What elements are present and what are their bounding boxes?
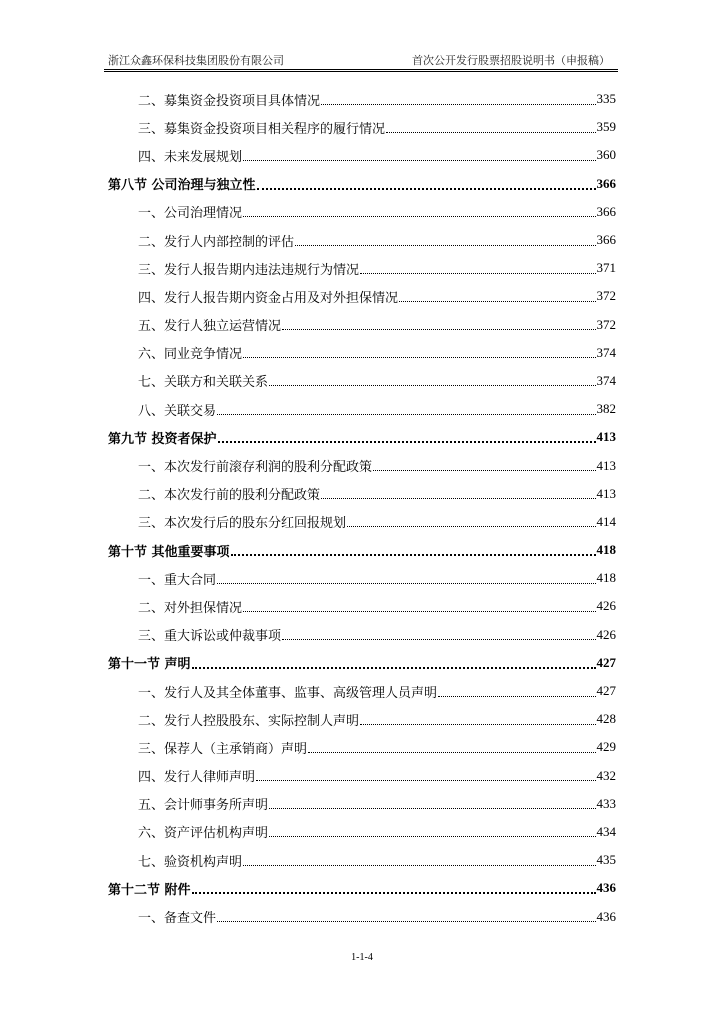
toc-section-entry[interactable]	[108, 536, 616, 564]
toc-entry-page: 433	[596, 795, 616, 811]
toc-entry-page: 372	[596, 288, 616, 304]
toc-entry-title: 第八节 公司治理与独立性	[108, 178, 256, 194]
toc-dot-leader	[269, 836, 595, 837]
toc-entry-title: 二、对外担保情况	[138, 600, 243, 616]
toc-dot-leader	[243, 357, 595, 358]
toc-entry-page: 434	[596, 823, 616, 839]
toc-entry-title: 二、本次发行前的股利分配政策	[138, 488, 321, 504]
toc-dot-leader	[257, 188, 596, 190]
toc-entry-page: 413	[596, 457, 616, 473]
page-header	[106, 52, 616, 68]
page-number: 1-1-4	[351, 952, 373, 963]
toc-entry[interactable]	[108, 677, 616, 705]
toc-entry-title: 七、验资机构声明	[138, 854, 243, 870]
toc-dot-leader	[218, 441, 596, 443]
header-doc-title: 首次公开发行股票招股说明书（申报稿）	[412, 54, 610, 67]
toc-entry[interactable]	[108, 395, 616, 423]
toc-dot-leader	[438, 696, 595, 697]
toc-entry[interactable]	[108, 592, 616, 620]
toc-entry-page: 436	[596, 908, 616, 924]
toc-dot-leader	[347, 526, 595, 527]
toc-entry-title: 四、发行人律师声明	[138, 770, 256, 786]
toc-entry-title: 第九节 投资者保护	[108, 431, 217, 447]
header-company: 浙江众鑫环保科技集团股份有限公司	[108, 54, 284, 67]
toc-entry-title: 三、保荐人（主承销商）声明	[138, 741, 308, 757]
toc-entry-page: 374	[596, 372, 616, 388]
toc-entry-title: 二、发行人控股股东、实际控制人声明	[138, 713, 360, 729]
toc-entry-page: 366	[596, 175, 616, 191]
toc-dot-leader	[295, 245, 595, 246]
toc-entry-title: 六、资产评估机构声明	[138, 826, 269, 842]
toc-entry-title: 第十节 其他重要事项	[108, 544, 230, 560]
toc-entry-page: 426	[596, 598, 616, 614]
toc-entry[interactable]	[108, 846, 616, 874]
toc-dot-leader	[256, 780, 595, 781]
toc-dot-leader	[360, 273, 595, 274]
toc-entry-page: 372	[596, 316, 616, 332]
toc-entry-page: 366	[596, 232, 616, 248]
toc-entry-title: 第十二节 附件	[108, 882, 191, 898]
toc-section-entry[interactable]	[108, 874, 616, 902]
toc-entry-page: 436	[596, 880, 616, 896]
toc-entry-title: 一、重大合同	[138, 572, 217, 588]
toc-dot-leader	[243, 160, 595, 161]
toc-entry-title: 一、本次发行前滚存利润的股利分配政策	[138, 460, 373, 476]
toc-entry-page: 413	[596, 429, 616, 445]
toc-entry-title: 五、发行人独立运营情况	[138, 319, 282, 335]
toc-entry-title: 一、发行人及其全体董事、监事、高级管理人员声明	[138, 685, 438, 701]
toc-entry-page: 366	[596, 203, 616, 219]
toc-entry-title: 三、重大诉讼或仲裁事项	[138, 629, 282, 645]
toc-entry[interactable]	[108, 621, 616, 649]
toc-entry[interactable]	[108, 733, 616, 761]
toc-entry[interactable]	[108, 508, 616, 536]
toc-dot-leader	[217, 414, 595, 415]
toc-dot-leader	[373, 470, 595, 471]
toc-entry[interactable]	[108, 818, 616, 846]
toc-entry-page: 374	[596, 344, 616, 360]
toc-entry[interactable]	[108, 113, 616, 141]
toc-entry-page: 335	[596, 91, 616, 107]
toc-section-entry[interactable]	[108, 649, 616, 677]
toc-entry-page: 432	[596, 767, 616, 783]
toc-section-entry[interactable]	[108, 423, 616, 451]
toc-entry-page: 418	[596, 542, 616, 558]
toc-entry[interactable]	[108, 141, 616, 169]
toc-entry-page: 414	[596, 513, 616, 529]
toc-dot-leader	[192, 667, 596, 669]
toc-dot-leader	[282, 329, 595, 330]
toc-dot-leader	[269, 385, 595, 386]
toc-entry-title: 一、公司治理情况	[138, 206, 243, 222]
toc-entry-page: 428	[596, 711, 616, 727]
toc-entry[interactable]	[108, 790, 616, 818]
toc-entry-page: 429	[596, 739, 616, 755]
toc-entry-page: 435	[596, 852, 616, 868]
toc-entry[interactable]	[108, 564, 616, 592]
toc-entry[interactable]	[108, 339, 616, 367]
toc-dot-leader	[269, 808, 595, 809]
toc-entry-page: 371	[596, 260, 616, 276]
toc-entry-page: 360	[596, 147, 616, 163]
toc-entry-title: 三、募集资金投资项目相关程序的履行情况	[138, 121, 386, 137]
toc-entry-page: 413	[596, 485, 616, 501]
toc-entry-title: 七、关联方和关联关系	[138, 375, 269, 391]
toc-dot-leader	[243, 865, 595, 866]
toc-entry[interactable]	[108, 282, 616, 310]
toc-entry-title: 八、关联交易	[138, 403, 217, 419]
toc-entry-page: 427	[596, 654, 616, 670]
toc-entry[interactable]	[108, 451, 616, 479]
toc-dot-leader	[192, 892, 596, 894]
toc-dot-leader	[243, 611, 595, 612]
toc-entry-title: 四、未来发展规划	[138, 149, 243, 165]
toc-entry-title: 一、备查文件	[138, 911, 217, 927]
toc-entry-page: 426	[596, 626, 616, 642]
toc-dot-leader	[399, 301, 595, 302]
toc-entry[interactable]	[108, 902, 616, 930]
toc-dot-leader	[217, 583, 595, 584]
toc-entry[interactable]	[108, 705, 616, 733]
toc-entry[interactable]	[108, 311, 616, 339]
toc-entry-title: 二、发行人内部控制的评估	[138, 234, 295, 250]
toc-entry[interactable]	[108, 85, 616, 113]
toc-entry[interactable]	[108, 762, 616, 790]
toc-entry-page: 359	[596, 119, 616, 135]
toc-dot-leader	[217, 921, 595, 922]
toc-entry[interactable]	[108, 254, 616, 282]
table-of-contents	[108, 85, 616, 931]
header-rule-bottom	[104, 71, 618, 72]
toc-entry-page: 418	[596, 570, 616, 586]
toc-entry-title: 三、发行人报告期内违法违规行为情况	[138, 262, 360, 278]
toc-dot-leader	[231, 554, 596, 556]
toc-entry[interactable]	[108, 198, 616, 226]
toc-entry[interactable]	[108, 367, 616, 395]
toc-entry[interactable]	[108, 226, 616, 254]
header-rule-top	[104, 69, 618, 70]
toc-dot-leader	[282, 639, 595, 640]
toc-entry-title: 三、本次发行后的股东分红回报规划	[138, 516, 347, 532]
toc-dot-leader	[321, 498, 595, 499]
toc-entry-title: 五、会计师事务所声明	[138, 798, 269, 814]
page-footer	[0, 952, 724, 963]
toc-dot-leader	[243, 216, 595, 217]
toc-entry-title: 四、发行人报告期内资金占用及对外担保情况	[138, 290, 399, 306]
toc-dot-leader	[321, 104, 595, 105]
toc-entry[interactable]	[108, 480, 616, 508]
toc-entry-title: 六、同业竞争情况	[138, 347, 243, 363]
toc-section-entry[interactable]	[108, 170, 616, 198]
toc-dot-leader	[308, 752, 595, 753]
toc-entry-title: 第十一节 声明	[108, 657, 191, 673]
toc-dot-leader	[386, 132, 595, 133]
toc-entry-page: 382	[596, 401, 616, 417]
toc-entry-title: 二、募集资金投资项目具体情况	[138, 93, 321, 109]
toc-dot-leader	[360, 724, 595, 725]
toc-entry-page: 427	[596, 683, 616, 699]
